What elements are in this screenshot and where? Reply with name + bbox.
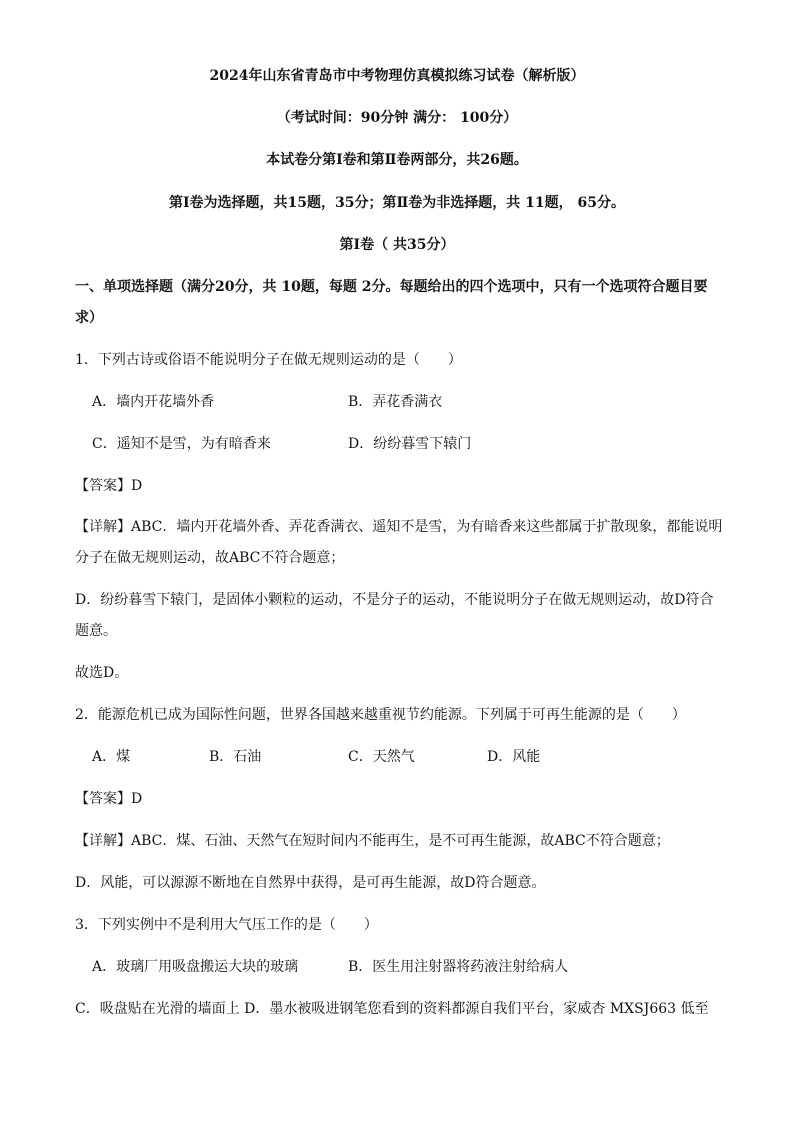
q2-option-d: D．风能: [487, 749, 541, 765]
q1-detail: 【详解】ABC．墙内开花墙外香、弄花香满衣、遥知不是雪，为有暗香来这些都属于扩散现象，都能说明: [75, 519, 723, 535]
q1-option-b: B．弄花香满衣: [348, 394, 443, 410]
q3-options-cd: C．吸盘贴在光滑的墙面上 D．墨水被吸进钢笔您看到的资料都源自我们平台，家威杏 MXSJ663 低至: [75, 1001, 709, 1017]
q2-option-b: B．石油: [209, 749, 262, 765]
q2-option-c: C．天然气: [348, 749, 415, 765]
document-title: 2024年山东省青岛市中考物理仿真模拟练习试卷（解析版）: [209, 68, 585, 84]
q1-conclusion: 故选D。: [75, 665, 129, 681]
q3-stem: 3．下列实例中不是利用大气压工作的是（ ）: [75, 917, 378, 933]
exam-structure: 本试卷分第Ⅰ卷和第Ⅱ卷两部分，共26题。: [266, 152, 528, 168]
q2-detail: 【详解】ABC．煤、石油、天然气在短时间内不能再生，是不可再生能源，故ABC不符合题意；: [75, 833, 670, 849]
part1-title: 第Ⅰ卷（ 共35分）: [339, 237, 455, 253]
exam-info: （考试时间：90分钟 满分： 100分）: [276, 110, 518, 126]
q1-detail-cont: 分子在做无规则运动，故ABC不符合题意；: [75, 550, 345, 566]
q2-detail-d: D．风能，可以源源不断地在自然界中获得，是可再生能源，故D符合题意。: [75, 875, 546, 891]
q1-option-c: C．遥知不是雪，为有暗香来: [92, 436, 271, 452]
q2-option-a: A．煤: [92, 749, 131, 765]
exam-parts: 第Ⅰ卷为选择题，共15题，35分；第Ⅱ卷为非选择题，共 11题， 65分。: [168, 195, 626, 211]
q1-detail-d: D．纷纷暮雪下辕门，是固体小颗粒的运动，不是分子的运动，不能说明分子在做无规则运动，故D符合: [75, 592, 714, 608]
q1-answer: 【答案】D: [75, 478, 143, 494]
q1-option-d: D．纷纷暮雪下辕门: [348, 436, 472, 452]
q2-stem: 2．能源危机已成为国际性问题，世界各国越来越重视节约能源。下列属于可再生能源的是（ ）: [75, 707, 686, 723]
q1-option-a: A．墙内开花墙外香: [92, 394, 215, 410]
section1-heading-cont: 求）: [75, 310, 103, 326]
q3-option-b: B．医生用注射器将药液注射给病人: [348, 959, 569, 975]
q1-detail-d-cont: 题意。: [75, 623, 117, 639]
q3-option-a: A．玻璃厂用吸盘搬运大块的玻璃: [92, 959, 299, 975]
section1-heading: 一、单项选择题（满分20分，共 10题，每题 2分。每题给出的四个选项中，只有一个选项符合题目要: [75, 279, 708, 295]
q2-answer: 【答案】D: [75, 791, 143, 807]
q1-stem: 1．下列古诗或俗语不能说明分子在做无规则运动的是（ ）: [75, 352, 462, 368]
